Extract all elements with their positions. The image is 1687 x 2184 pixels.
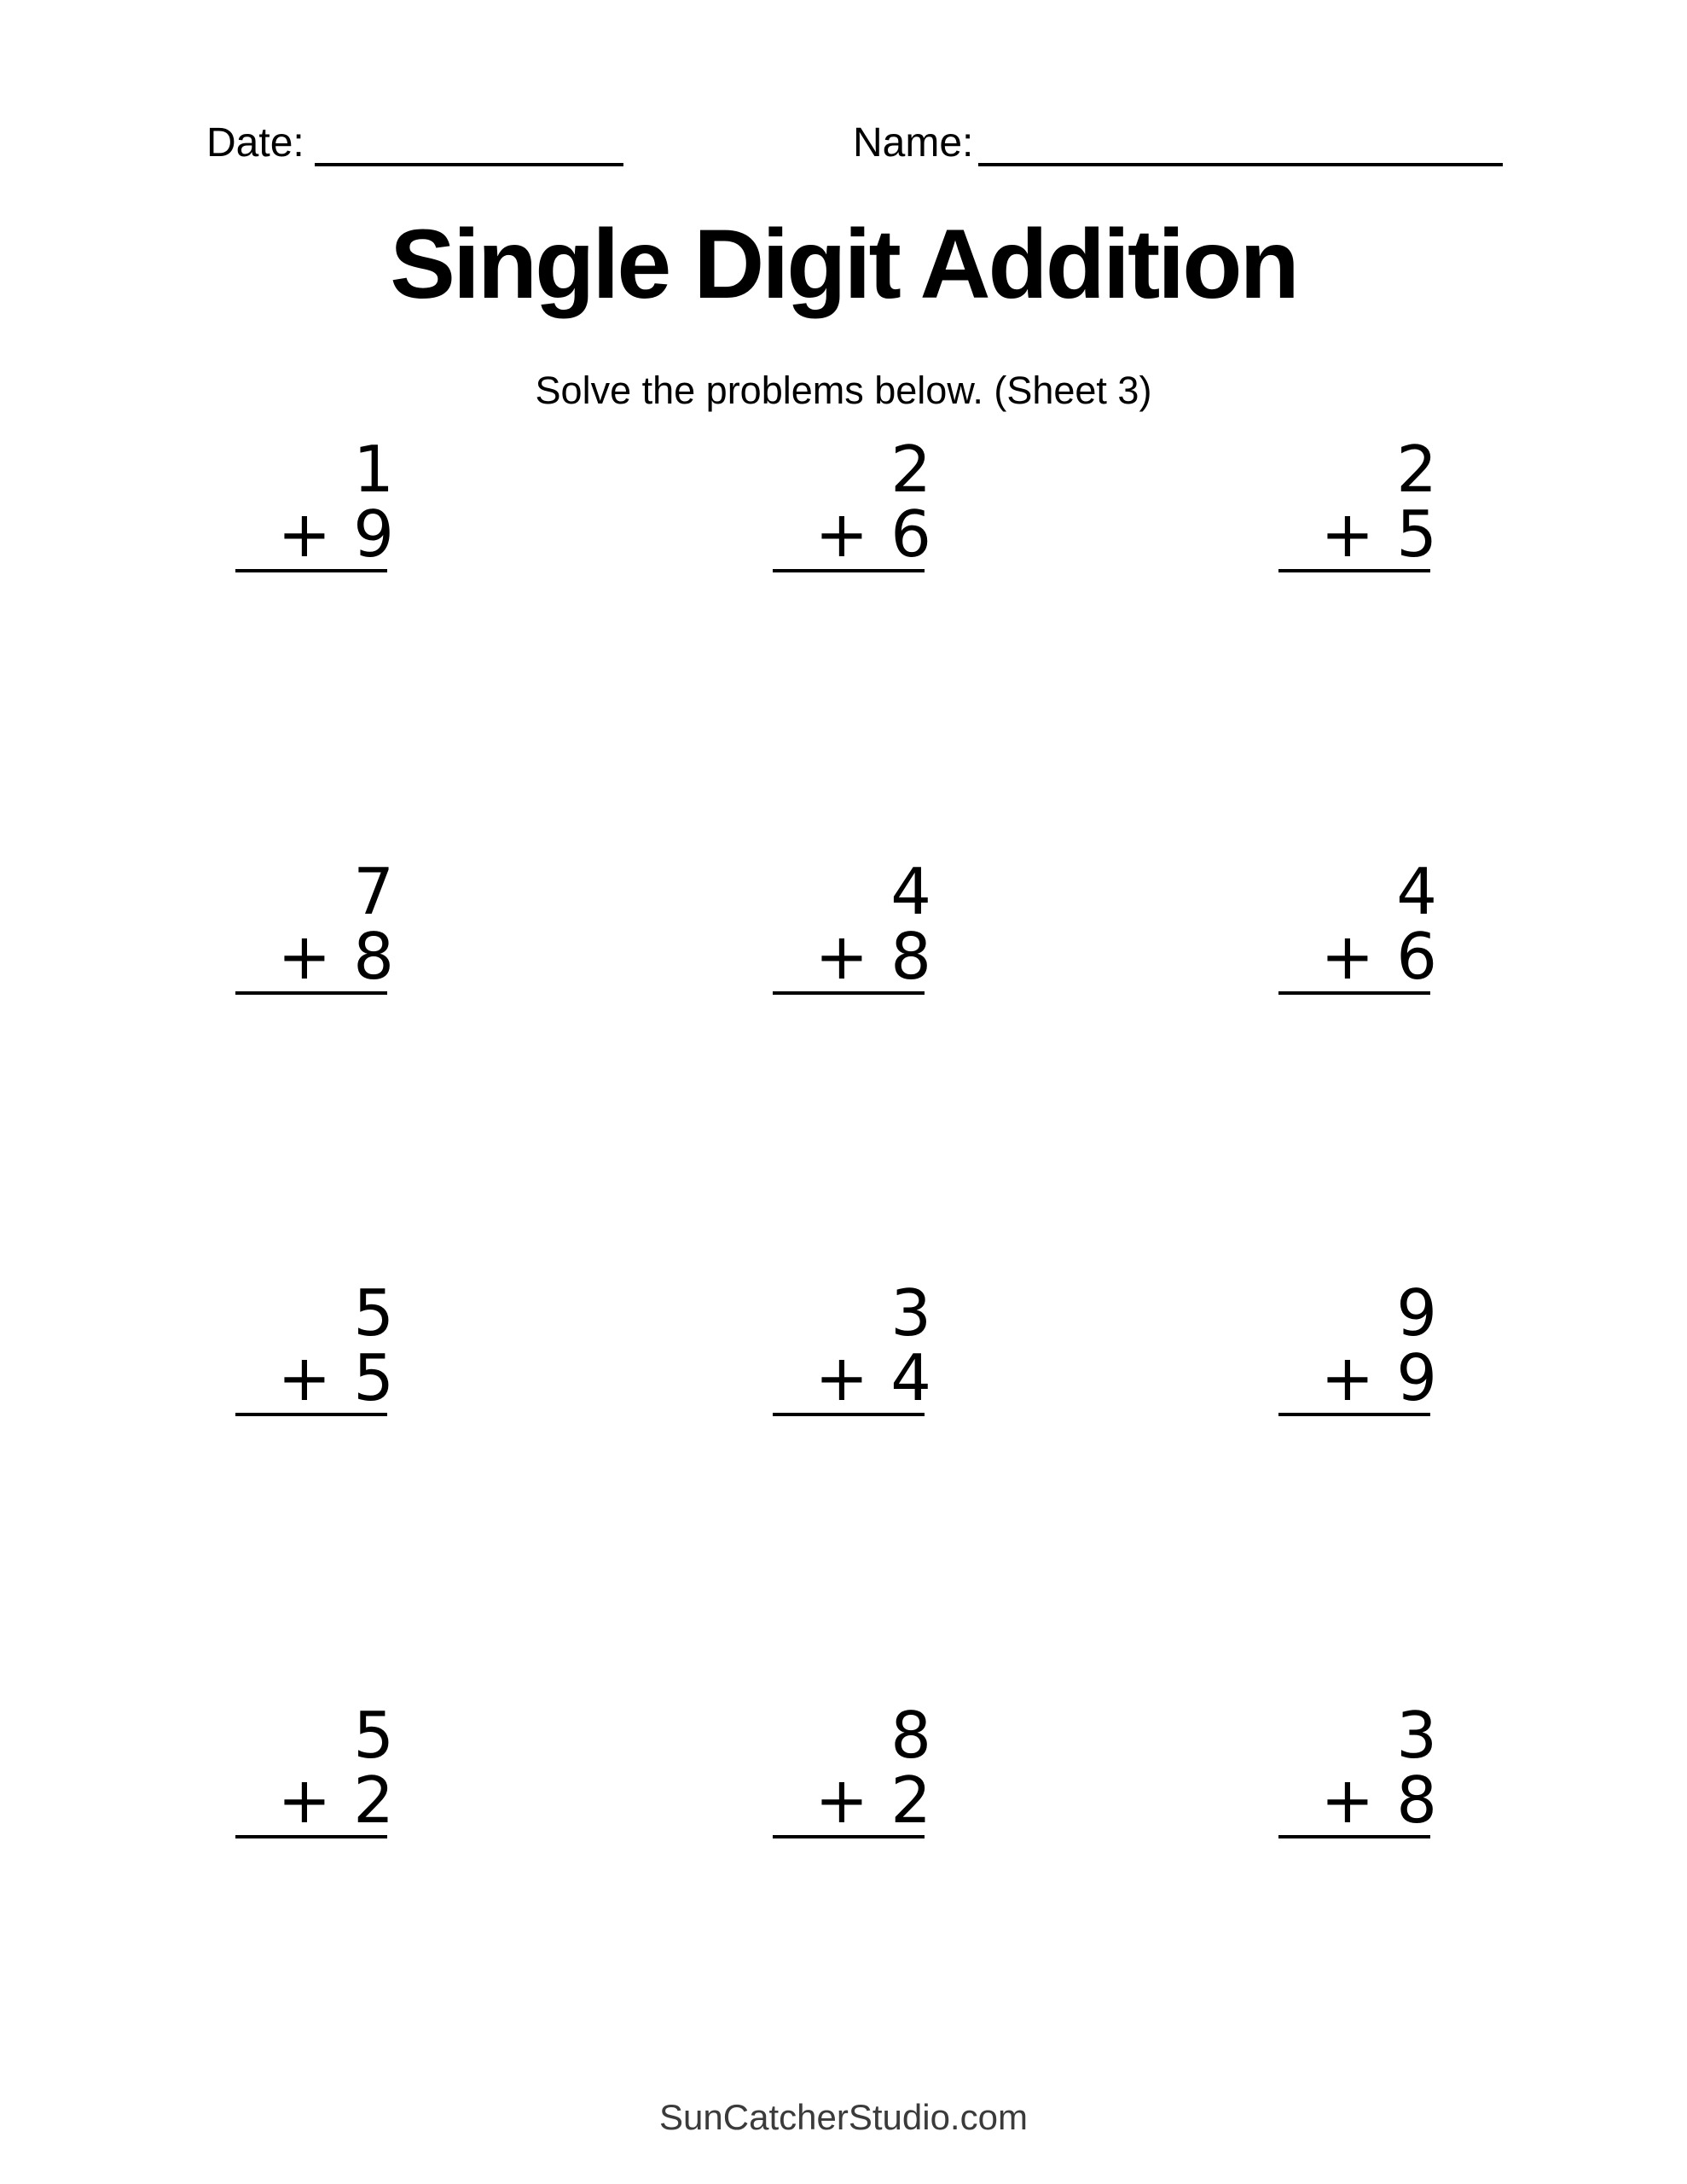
- addend-bottom: 6: [1396, 919, 1437, 994]
- addition-problem-3: [1278, 432, 1439, 572]
- addition-problem-2: [773, 432, 933, 572]
- addition-problem-9: [1278, 1275, 1439, 1416]
- addend-top: 2: [1396, 432, 1437, 507]
- addend-bottom: 4: [890, 1340, 931, 1415]
- addition-problem-12: [1278, 1698, 1439, 1838]
- plus-operator: +: [1320, 1763, 1375, 1838]
- plus-operator: +: [1320, 1340, 1375, 1415]
- addition-problem-1: [235, 432, 396, 572]
- addition-problem-6: [1278, 854, 1439, 995]
- addend-top: 3: [1396, 1698, 1437, 1773]
- addend-top: 5: [353, 1698, 394, 1773]
- addend-bottom: 8: [1396, 1763, 1437, 1838]
- date-field: [206, 119, 623, 166]
- addend-bottom: 5: [1396, 497, 1437, 572]
- plus-operator: +: [815, 497, 869, 572]
- addend-top: 9: [1396, 1275, 1437, 1350]
- addend-top: 2: [890, 432, 931, 507]
- addend-top: 8: [890, 1698, 931, 1773]
- addend-bottom: 5: [353, 1340, 394, 1415]
- name-field: [853, 119, 1503, 166]
- addend-bottom: 9: [1396, 1340, 1437, 1415]
- addend-top: 3: [890, 1275, 931, 1350]
- addend-bottom: 2: [353, 1763, 394, 1838]
- name-blank-line: [978, 122, 1503, 166]
- addend-bottom: 8: [353, 919, 394, 994]
- addition-problem-10: [235, 1698, 396, 1838]
- addition-problem-8: [773, 1275, 933, 1416]
- addition-problem-7: [235, 1275, 396, 1416]
- addend-bottom: 6: [890, 497, 931, 572]
- page-subtitle: Solve the problems below. (Sheet 3): [535, 369, 1152, 412]
- plus-operator: +: [277, 1340, 332, 1415]
- name-label: Name:: [853, 120, 974, 166]
- addend-top: 4: [890, 854, 931, 929]
- footer-credit: SunCatcherStudio.com: [659, 2097, 1028, 2137]
- plus-operator: +: [277, 919, 332, 994]
- date-label: Date:: [206, 120, 304, 166]
- plus-operator: +: [815, 1340, 869, 1415]
- plus-operator: +: [815, 919, 869, 994]
- page-title: Single Digit Addition: [390, 210, 1297, 319]
- addend-bottom: 8: [890, 919, 931, 994]
- plus-operator: +: [277, 1763, 332, 1838]
- plus-operator: +: [1320, 919, 1375, 994]
- addend-top: 5: [353, 1275, 394, 1350]
- date-blank-line: [315, 122, 623, 166]
- addition-problem-11: [773, 1698, 933, 1838]
- addend-bottom: 2: [890, 1763, 931, 1838]
- addend-top: 1: [353, 432, 394, 507]
- plus-operator: +: [1320, 497, 1375, 572]
- plus-operator: +: [277, 497, 332, 572]
- addend-top: 7: [353, 854, 394, 929]
- addend-bottom: 9: [353, 497, 394, 572]
- plus-operator: +: [815, 1763, 869, 1838]
- addend-top: 4: [1396, 854, 1437, 929]
- addition-problem-5: [773, 854, 933, 995]
- addition-problem-4: [235, 854, 396, 995]
